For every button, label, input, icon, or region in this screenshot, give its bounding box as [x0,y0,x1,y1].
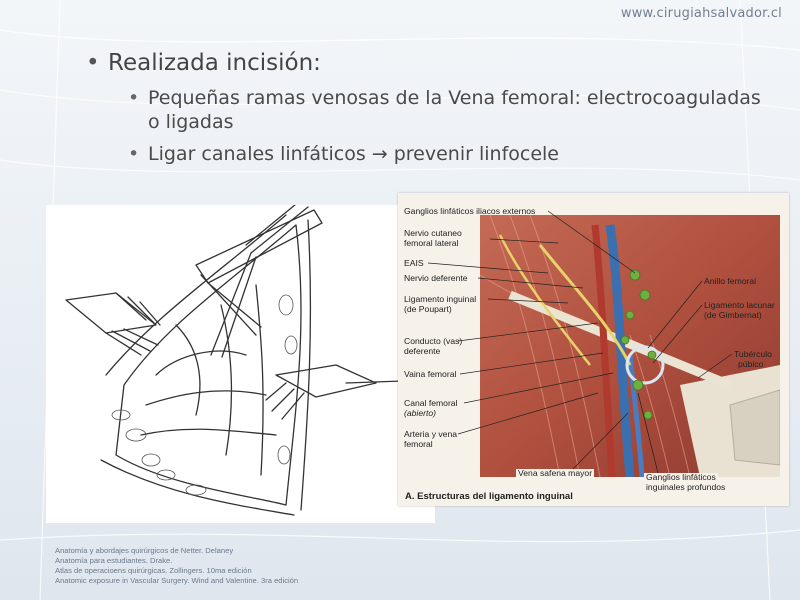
atlas-label: Ligamento lacunar [704,300,775,310]
bullet-main: • Realizada incisión: [86,48,766,78]
surgical-sketch-image [46,205,435,523]
atlas-label: Anillo femoral [704,276,757,286]
sub-bullets [128,86,766,166]
sub-bullet-lymphatics: • Ligar canales linfáticos → prevenir linfocele [128,142,766,166]
atlas-label: (abierto) [404,408,436,418]
reference-item: Atlas de operacioens quirúrgicas. Zollingers. 10ma edición [55,566,252,575]
atlas-label: deferente [404,346,441,356]
atlas-label: inguinales profundos [646,482,726,492]
atlas-label: Ganglios linfáticos iliacos externos [404,206,536,216]
atlas-label: femoral [404,439,433,449]
atlas-label: Canal femoral [404,398,458,408]
slide-bullets [86,48,766,174]
reference-item: Anatomía para estudiantes. Drake. [55,556,173,565]
atlas-label: púbico [738,359,764,369]
sub-bullet-branches: • Pequeñas ramas venosas de la Vena femoral: electrocoaguladas o ligadas [128,86,766,134]
atlas-caption: A. Estructuras del ligamento inguinal [405,491,573,502]
atlas-label: femoral lateral [404,238,459,248]
anatomy-atlas-image [398,193,789,506]
atlas-label: Tubérculo [734,349,772,359]
reference-item: Anatomía y abordajes quirúrgicos de Netter. Delaney [55,546,234,555]
reference-item: Anatomic exposure in Vascular Surgery. Wind and Valentine. 3ra edición [55,576,299,585]
atlas-leader-lines [398,193,789,506]
atlas-label: Arteria y vena [404,429,458,439]
atlas-label: Nervio cutaneo [404,228,462,238]
atlas-label: EAIS [404,258,424,268]
atlas-label: Nervio deferente [404,273,468,283]
atlas-label: Conducto (vas) [404,336,463,346]
atlas-label: Vaina femoral [404,369,457,379]
atlas-label: Vena safena mayor [518,468,593,478]
site-url: www.cirugiahsalvador.cl [620,6,782,21]
atlas-label: (de Poupart) [404,304,452,314]
atlas-label: (de Gimbernat) [704,310,762,320]
atlas-label: Ligamento inguinal [404,294,477,304]
references [55,546,298,586]
atlas-label: Ganglios linfáticos [646,472,716,482]
